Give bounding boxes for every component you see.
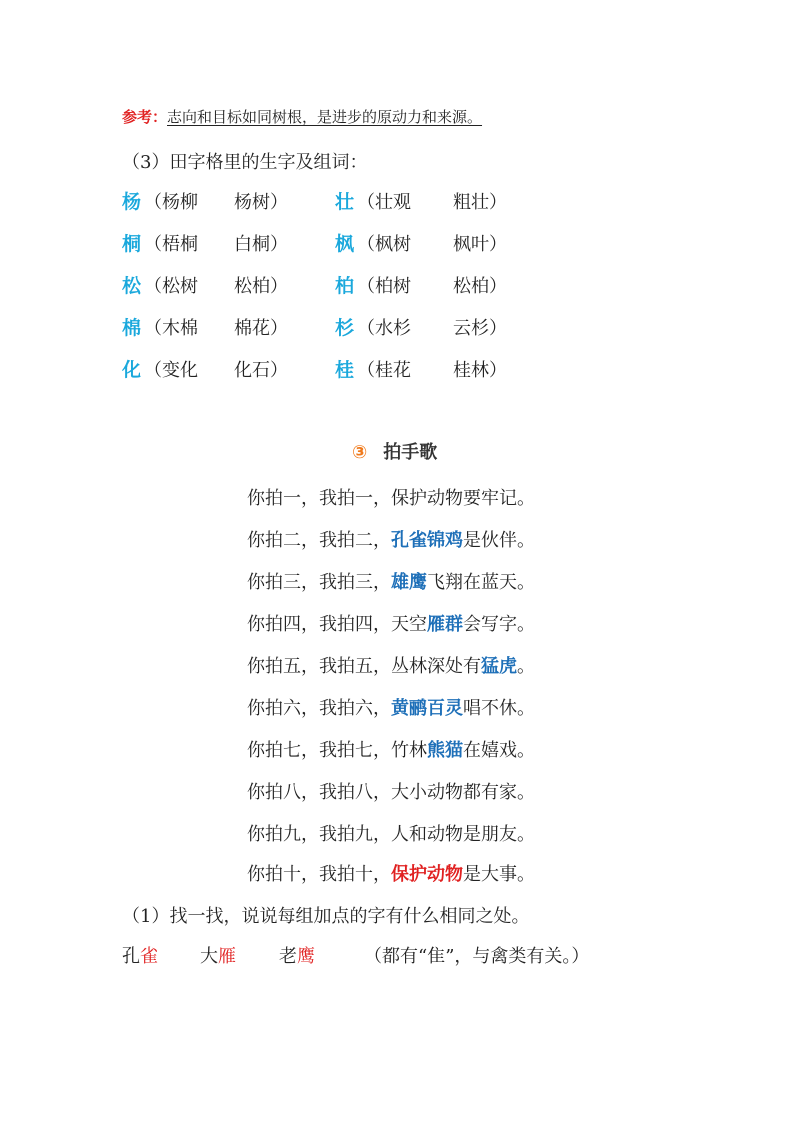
example-word [122, 942, 158, 968]
poem-text: 是伙伴。 [463, 530, 535, 551]
example-word [200, 942, 236, 968]
vocab-char: 柏 [335, 275, 355, 297]
example-char: 大 [200, 946, 218, 967]
vocab-word: 桂林） [453, 360, 507, 381]
poem-line [247, 652, 535, 678]
poem-line [247, 610, 535, 636]
poem-line [247, 736, 535, 762]
vocab-item [335, 271, 507, 297]
poem-text: 你拍一，我拍一，保护动物要牢记。 [247, 488, 535, 509]
poem-text: 你拍九，我拍九，人和动物是朋友。 [247, 824, 535, 845]
vocab-char: 棉 [122, 317, 142, 339]
vocab-word: （松树 [144, 276, 198, 297]
vocab-char: 化 [122, 359, 142, 381]
vocab-word: 松柏） [234, 276, 288, 297]
poem-text: 会写字。 [463, 614, 535, 635]
vocab-word: （变化 [144, 360, 198, 381]
poem-line [247, 526, 535, 552]
poem-text: 是大事。 [463, 864, 535, 885]
vocab-word: 杨树） [234, 192, 288, 213]
poem-text: 你拍十，我拍十， [247, 864, 391, 885]
poem-text: 你拍五，我拍五，丛林深处有 [247, 656, 481, 677]
poem-highlight: 保护动物 [391, 864, 463, 885]
vocab-item [335, 187, 507, 213]
example-char: 老 [279, 946, 297, 967]
poem-line [247, 568, 535, 594]
poem-highlight: 雄鹰 [391, 572, 427, 593]
reference-text: 志向和目标如同树根，是进步的原动力和来源。 [167, 108, 483, 126]
vocab-item [335, 313, 507, 339]
example-char: 孔 [122, 946, 140, 967]
example-char-dotted: 雀 [140, 946, 158, 967]
section-heading: （3）田字格里的生字及组词： [122, 152, 368, 173]
poem-title-text: 拍手歌 [383, 442, 438, 463]
reference-answer [122, 106, 482, 127]
poem-text: 你拍四，我拍四，天空 [247, 614, 427, 635]
vocab-word: 枫叶） [453, 234, 507, 255]
vocab-word: 松柏） [453, 276, 507, 297]
vocab-item [122, 229, 288, 255]
vocab-char: 壮 [335, 191, 355, 213]
vocab-word: （柏树 [357, 276, 411, 297]
poem-number: ③ [352, 442, 368, 463]
poem-text: 你拍二，我拍二， [247, 530, 391, 551]
vocab-word: 白桐） [234, 234, 288, 255]
vocab-word: 粗壮） [453, 192, 507, 213]
vocab-word: 云杉） [453, 318, 507, 339]
vocab-word: （壮观 [357, 192, 411, 213]
vocab-word: （梧桐 [144, 234, 198, 255]
poem-text: 唱不休。 [463, 698, 535, 719]
reference-label: 参考： [122, 108, 168, 126]
vocab-word: 棉花） [234, 318, 288, 339]
poem-highlight: 熊猫 [427, 740, 463, 761]
example-char-dotted: 雁 [218, 946, 236, 967]
vocab-item [335, 229, 507, 255]
vocab-item [122, 313, 288, 339]
vocab-char: 松 [122, 275, 142, 297]
poem-line [247, 820, 535, 846]
example-word [279, 942, 315, 968]
poem-line [247, 484, 535, 510]
poem-line [247, 778, 535, 804]
vocab-item [122, 355, 288, 381]
poem-text: 在嬉戏。 [463, 740, 535, 761]
poem-text: 你拍七，我拍七，竹林 [247, 740, 427, 761]
example-char-dotted: 鹰 [297, 946, 315, 967]
poem-highlight: 孔雀锦鸡 [391, 530, 463, 551]
poem-text: 你拍六，我拍六， [247, 698, 391, 719]
example-note: （都有“隹”，与禽类有关。） [364, 946, 590, 967]
vocab-char: 桂 [335, 359, 355, 381]
vocab-word: （杨柳 [144, 192, 198, 213]
vocab-item [122, 187, 288, 213]
poem-text: 飞翔在蓝天。 [427, 572, 535, 593]
poem-highlight: 雁群 [427, 614, 463, 635]
vocab-word: （桂花 [357, 360, 411, 381]
vocab-word: 化石） [234, 360, 288, 381]
vocab-char: 枫 [335, 233, 355, 255]
vocab-word: （水杉 [357, 318, 411, 339]
vocab-char: 杉 [335, 317, 355, 339]
vocab-char: 杨 [122, 191, 142, 213]
poem-text: 你拍八，我拍八，大小动物都有家。 [247, 782, 535, 803]
vocab-word: （枫树 [357, 234, 411, 255]
poem-text: 。 [517, 656, 535, 677]
vocab-word: （木棉 [144, 318, 198, 339]
vocab-char: 桐 [122, 233, 142, 255]
poem-highlight: 黄鹂百灵 [391, 698, 463, 719]
poem-title [352, 438, 437, 464]
poem-text: 你拍三，我拍三， [247, 572, 391, 593]
poem-line [247, 694, 535, 720]
question-1: （1）找一找，说说每组加点的字有什么相同之处。 [122, 906, 530, 927]
vocab-item [122, 271, 288, 297]
poem-line [247, 860, 535, 886]
poem-highlight: 猛虎 [481, 656, 517, 677]
vocab-item [335, 355, 507, 381]
